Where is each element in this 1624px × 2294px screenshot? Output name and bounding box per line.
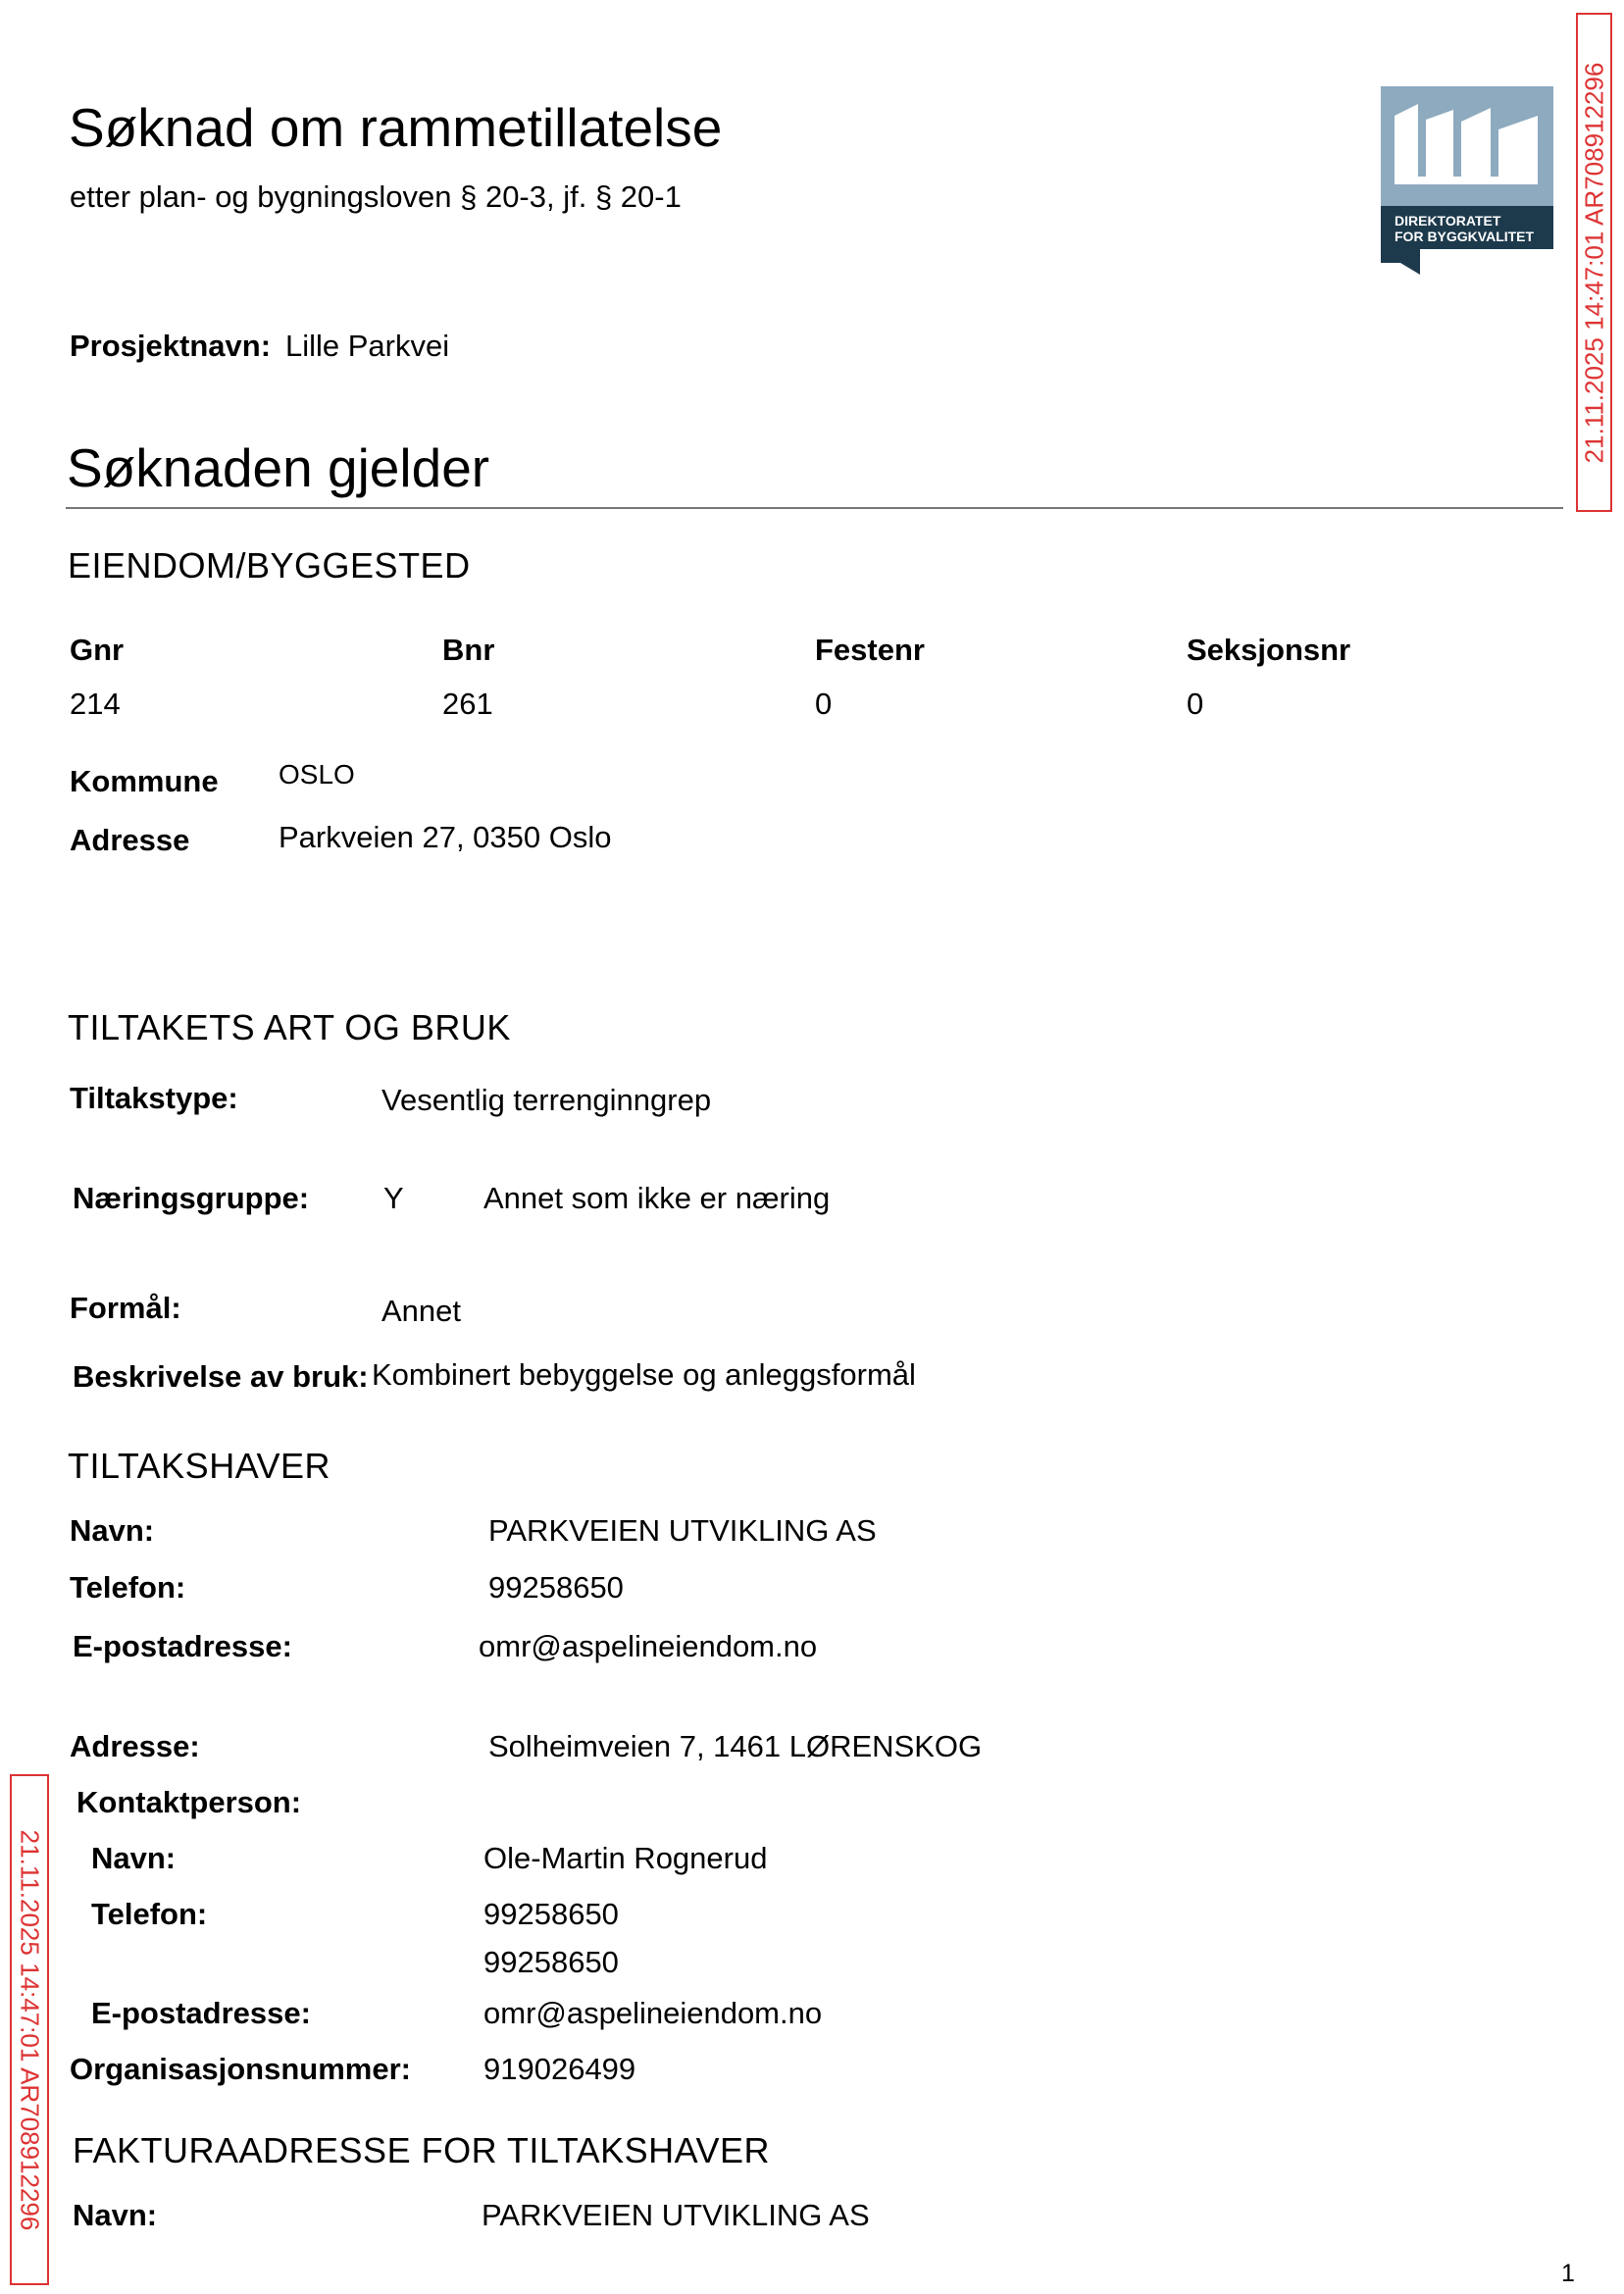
- tiltakshaver-epost-label: E-postadresse:: [73, 1629, 292, 1663]
- kontakt-navn-label: Navn:: [91, 1841, 177, 1875]
- dibk-logo-graphic: [1381, 86, 1553, 275]
- seksjonsnr-value: 0: [1187, 687, 1204, 721]
- project-name-label: Prosjektnavn:: [70, 329, 272, 363]
- naeringsgruppe-label: Næringsgruppe:: [73, 1181, 310, 1215]
- faktura-navn-label: Navn:: [73, 2198, 158, 2232]
- tiltakstype-value: Vesentlig terrenginngrep: [381, 1083, 712, 1117]
- adresse-value: Parkveien 27, 0350 Oslo: [279, 820, 612, 854]
- naeringsgruppe-value: Annet som ikke er næring: [483, 1181, 831, 1215]
- naeringsgruppe-code: Y: [383, 1181, 404, 1215]
- kontakt-telefon-value-1: 99258650: [483, 1897, 619, 1931]
- bruk-label: Beskrivelse av bruk:: [73, 1359, 369, 1394]
- tiltakshaver-adresse-label: Adresse:: [70, 1729, 200, 1763]
- kontakt-navn-value: Ole-Martin Rognerud: [483, 1841, 768, 1875]
- tiltak-heading: TILTAKETS ART OG BRUK: [68, 1007, 511, 1047]
- logo-text-line1: DIREKTORATET: [1395, 213, 1501, 229]
- formal-label: Formål:: [70, 1291, 181, 1325]
- stamp-text: 21.11.2025 14:47:01 AR708912296: [1579, 62, 1608, 463]
- kontakt-telefon-label: Telefon:: [91, 1897, 208, 1931]
- tiltakshaver-heading: TILTAKSHAVER: [68, 1446, 331, 1486]
- tiltakshaver-navn-value: PARKVEIEN UTVIKLING AS: [488, 1513, 877, 1548]
- faktura-heading: FAKTURAADRESSE FOR TILTAKSHAVER: [73, 2130, 770, 2170]
- tiltakshaver-epost-value: omr@aspelineiendom.no: [479, 1629, 818, 1663]
- section-title: Søknaden gjelder: [67, 437, 490, 498]
- logo-text-line2: FOR BYGGKVALITET: [1395, 229, 1535, 244]
- property-heading: EIENDOM/BYGGESTED: [68, 545, 471, 586]
- kontakt-epost-value: omr@aspelineiendom.no: [483, 1996, 823, 2030]
- festenr-label: Festenr: [815, 633, 925, 667]
- project-name-value: Lille Parkvei: [285, 329, 450, 363]
- tiltakshaver-telefon-label: Telefon:: [70, 1570, 186, 1605]
- kontaktperson-label: Kontaktperson:: [76, 1785, 302, 1819]
- timestamp-stamp-left: [10, 1774, 49, 2285]
- gnr-value: 214: [70, 687, 121, 721]
- bruk-value: Kombinert bebyggelse og anleggsformål: [372, 1357, 916, 1392]
- tiltakshaver-telefon-value: 99258650: [488, 1570, 624, 1605]
- document-title: Søknad om rammetillatelse: [69, 97, 723, 158]
- orgnr-value: 919026499: [483, 2052, 636, 2086]
- kommune-label: Kommune: [70, 764, 219, 798]
- bnr-value: 261: [442, 687, 493, 721]
- timestamp-stamp-top: [1576, 13, 1612, 512]
- dibk-logo: [1381, 86, 1553, 275]
- tiltakstype-label: Tiltakstype:: [70, 1081, 238, 1115]
- tiltakshaver-adresse-value: Solheimveien 7, 1461 LØRENSKOG: [488, 1729, 983, 1763]
- document-subtitle: etter plan- og bygningsloven § 20-3, jf. § 20-1: [70, 179, 682, 214]
- festenr-value: 0: [815, 687, 833, 721]
- kommune-value: OSLO: [279, 759, 355, 790]
- faktura-navn-value: PARKVEIEN UTVIKLING AS: [482, 2198, 870, 2232]
- section-divider: [66, 507, 1563, 509]
- bnr-label: Bnr: [442, 633, 495, 667]
- adresse-label: Adresse: [70, 823, 190, 857]
- stamp-text: 21.11.2025 14:47:01 AR708912296: [15, 1829, 45, 2230]
- seksjonsnr-label: Seksjonsnr: [1187, 633, 1351, 667]
- tiltakshaver-navn-label: Navn:: [70, 1513, 155, 1548]
- page-number: 1: [1561, 2260, 1575, 2287]
- gnr-label: Gnr: [70, 633, 125, 667]
- kontakt-epost-label: E-postadresse:: [91, 1996, 311, 2030]
- kontakt-telefon-value-2: 99258650: [483, 1945, 619, 1979]
- orgnr-label: Organisasjonsnummer:: [70, 2052, 411, 2086]
- formal-value: Annet: [381, 1294, 462, 1328]
